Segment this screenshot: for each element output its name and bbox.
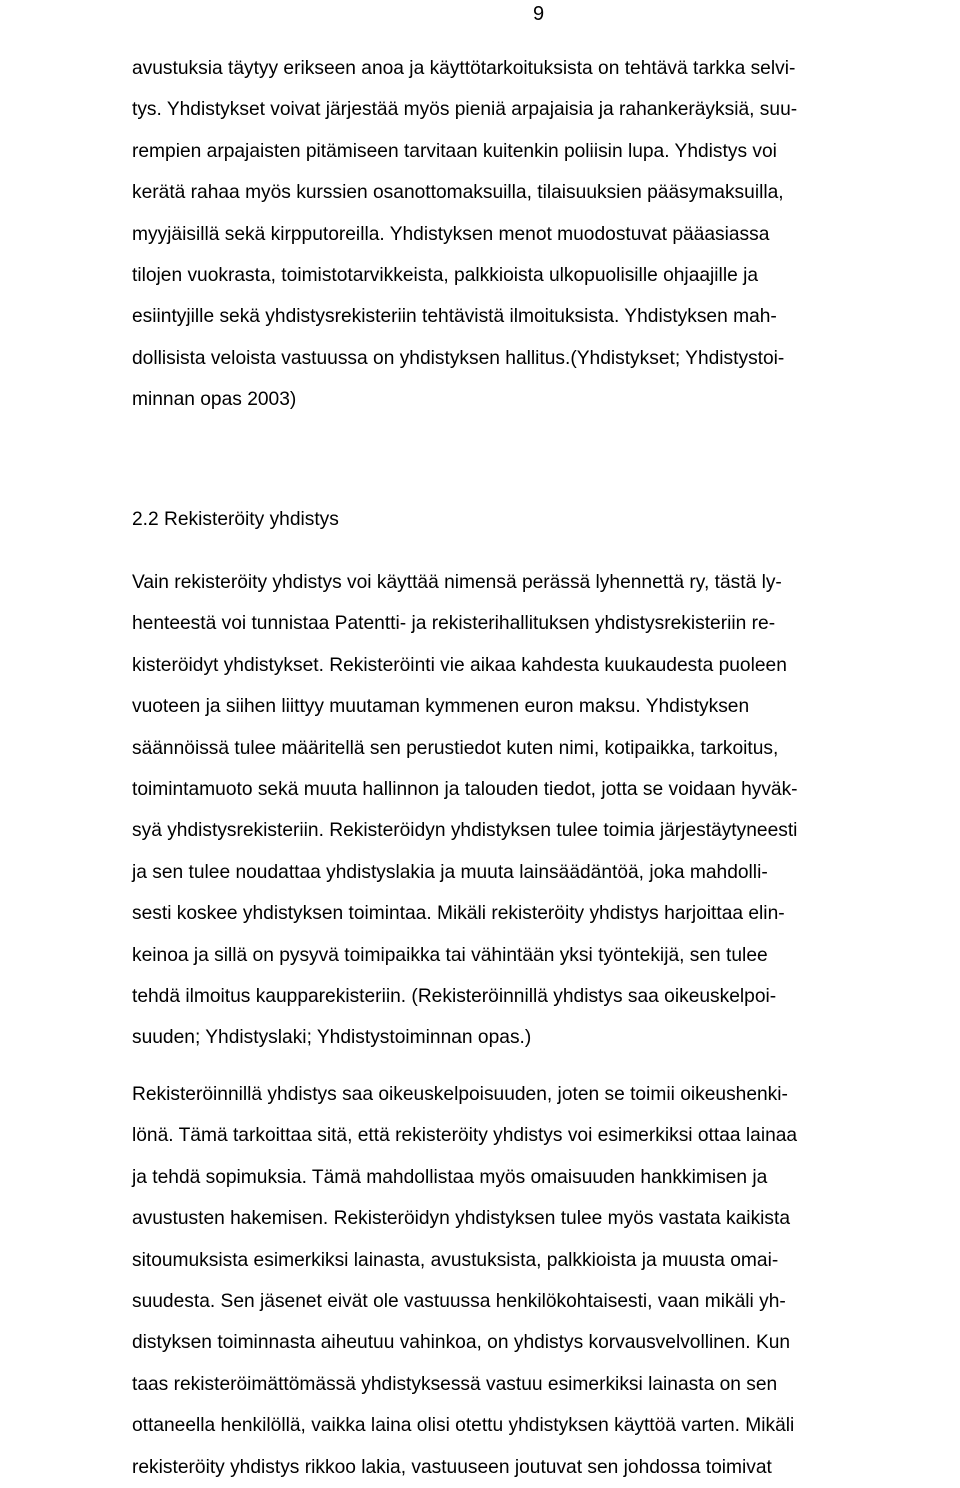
- paragraph-line: ja tehdä sopimuksia. Tämä mahdollistaa myös omaisuuden hankkimisen ja: [132, 1166, 768, 1188]
- paragraph-line: suudesta. Sen jäsenet eivät ole vastuussa henkilökohtaisesti, vaan mikäli yh-: [132, 1290, 786, 1312]
- paragraph-line: tilojen vuokrasta, toimistotarvikkeista, palkkioista ulkopuolisille ohjaajille ja: [132, 264, 759, 286]
- paragraph-line: keinoa ja sillä on pysyvä toimipaikka tai vähintään yksi työntekijä, sen tulee: [132, 944, 768, 966]
- paragraph-line: henteestä voi tunnistaa Patentti- ja rekisterihallituksen yhdistysrekisteriin re-: [132, 613, 776, 635]
- page-number: 9: [533, 3, 545, 25]
- paragraph-line: tys. Yhdistykset voivat järjestää myös pieniä arpajaisia ja rahankeräyksiä, suu-: [132, 99, 798, 121]
- paragraph-line: suuden; Yhdistyslaki; Yhdistystoiminnan opas.): [132, 1027, 532, 1049]
- paragraph-line: rekisteröity yhdistys rikkoo lakia, vastuuseen joutuvat sen johdossa toimivat: [132, 1456, 772, 1478]
- paragraph-line: Rekisteröinnillä yhdistys saa oikeuskelpoisuuden, joten se toimii oikeushenki-: [132, 1084, 788, 1105]
- paragraph-line: sitoumuksista esimerkiksi lainasta, avustuksista, palkkioista ja muusta omai-: [132, 1249, 779, 1271]
- paragraph-line: lönä. Tämä tarkoittaa sitä, että rekisteröity yhdistys voi esimerkiksi ottaa lainaa: [132, 1125, 798, 1147]
- paragraph-line: avustusten hakemisen. Rekisteröidyn yhdistyksen tulee myös vastata kaikista: [132, 1208, 791, 1230]
- paragraph-line: distyksen toiminnasta aiheutuu vahinkoa, on yhdistys korvausvelvollinen. Kun: [132, 1332, 791, 1354]
- paragraph-line: kisteröidyt yhdistykset. Rekisteröinti vie aikaa kahdesta kuukaudesta puoleen: [132, 654, 787, 676]
- paragraph-line: minnan opas 2003): [132, 389, 297, 411]
- paragraph-1: [132, 48, 932, 421]
- paragraph-line: säännöissä tulee määritellä sen perustiedot kuten nimi, kotipaikka, tarkoitus,: [132, 737, 779, 759]
- paragraph-line: myyjäisillä sekä kirpputoreilla. Yhdistyksen menot muodostuvat pääasiassa: [132, 223, 770, 245]
- paragraph-line: esiintyjille sekä yhdistysrekisteriin tehtävistä ilmoituksista. Yhdistyksen mah-: [132, 306, 777, 328]
- paragraph-line: sesti koskee yhdistyksen toimintaa. Mikäli rekisteröity yhdistys harjoittaa elin-: [132, 903, 785, 925]
- paragraph-line: avustuksia täytyy erikseen anoa ja käyttötarkoituksista on tehtävä tarkka selvi-: [132, 58, 796, 79]
- paragraph-line: rempien arpajaisten pitämiseen tarvitaan kuitenkin poliisin lupa. Yhdistys voi: [132, 140, 777, 162]
- paragraph-line: syä yhdistysrekisteriin. Rekisteröidyn yhdistyksen tulee toimia järjestäytyneesti: [132, 820, 798, 842]
- section-heading: 2.2 Rekisteröity yhdistys: [132, 509, 339, 530]
- paragraph-line: tehdä ilmoitus kaupparekisteriin. (Rekisteröinnillä yhdistys saa oikeuskelpoi-: [132, 985, 777, 1007]
- paragraph-line: taas rekisteröimättömässä yhdistyksessä vastuu esimerkiksi lainasta on sen: [132, 1373, 778, 1395]
- paragraph-line: Vain rekisteröity yhdistys voi käyttää nimensä perässä lyhennettä ry, tästä ly-: [132, 572, 782, 593]
- paragraph-line: vuoteen ja siihen liittyy muutaman kymmenen euron maksu. Yhdistyksen: [132, 696, 750, 718]
- paragraph-3: [132, 1074, 932, 1488]
- paragraph-line: ottaneella henkilöllä, vaikka laina olisi otettu yhdistyksen käyttöä varten. Mikäli: [132, 1415, 795, 1437]
- paragraph-line: ja sen tulee noudattaa yhdistyslakia ja muuta lainsäädäntöä, joka mahdolli-: [132, 861, 768, 883]
- paragraph-line: toimintamuoto sekä muuta hallinnon ja talouden tiedot, jotta se voidaan hyväk-: [132, 778, 798, 800]
- paragraph-2: [132, 562, 932, 1059]
- paragraph-line: kerätä rahaa myös kurssien osanottomaksuilla, tilaisuuksien pääsymaksuilla,: [132, 182, 784, 204]
- paragraph-line: dollisista veloista vastuussa on yhdistyksen hallitus.(Yhdistykset; Yhdistystoi-: [132, 347, 785, 369]
